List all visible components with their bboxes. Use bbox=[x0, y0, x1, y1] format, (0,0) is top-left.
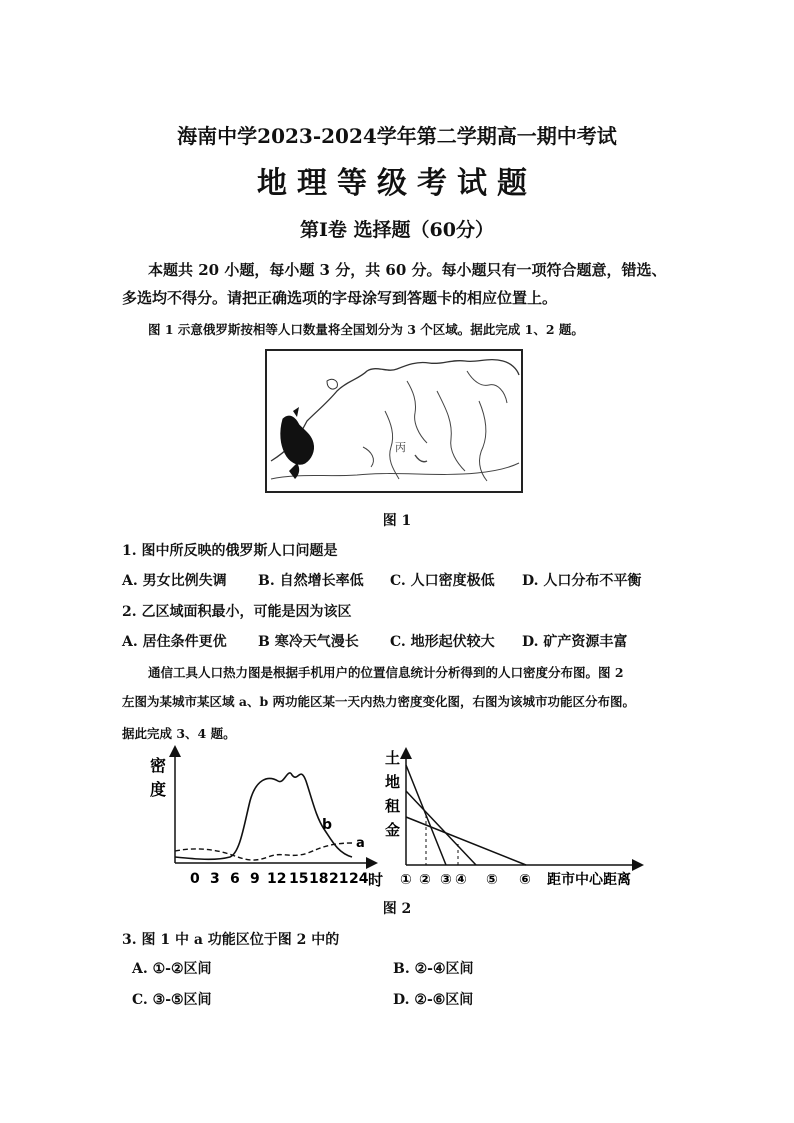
question-3-option-d[interactable]: D. ②-⑥区间 bbox=[393, 992, 474, 1008]
density-xlabel: 时 bbox=[368, 871, 384, 889]
fig1-intro: 图 1 示意俄罗斯按相等人口数量将全国划分为 3 个区域。据此完成 1、2 题。 bbox=[148, 322, 584, 337]
question-3-option-c[interactable]: C. ③-⑤区间 bbox=[132, 992, 212, 1008]
rent-tick-4: ④ bbox=[455, 872, 467, 888]
rent-x-ticks bbox=[400, 872, 531, 888]
rent-ylabel-1: 土 bbox=[385, 749, 401, 767]
rent-ylabel-2: 地 bbox=[385, 773, 401, 791]
density-x-ticks bbox=[190, 871, 369, 887]
series-a-label: a bbox=[356, 836, 365, 851]
x-tick-12: 12 bbox=[267, 871, 287, 887]
fig2-intro-line-1: 通信工具人口热力图是根据手机用户的位置信息统计分析得到的人口密度分布图。图 2 bbox=[148, 665, 624, 680]
fig2-intro-line-3: 据此完成 3、4 题。 bbox=[122, 726, 236, 741]
x-tick-15: 15 bbox=[289, 871, 309, 887]
series-b-label: b bbox=[322, 817, 333, 833]
rent-ylabel-3: 租 bbox=[385, 797, 401, 815]
russia-region-map bbox=[265, 349, 523, 493]
series-a-curve bbox=[175, 843, 352, 860]
rent-tick-3: ③ bbox=[440, 872, 452, 888]
x-tick-21: 21 bbox=[329, 871, 349, 887]
question-2-option-c[interactable]: C. 地形起伏较大 bbox=[390, 634, 495, 650]
question-2-option-d[interactable]: D. 矿产资源丰富 bbox=[522, 634, 628, 650]
question-1-option-b[interactable]: B. 自然增长率低 bbox=[258, 573, 364, 589]
x-tick-0: 0 bbox=[190, 871, 200, 887]
question-2-option-a[interactable]: A. 居住条件更优 bbox=[122, 634, 227, 650]
rent-tick-2: ② bbox=[419, 872, 431, 888]
question-3-option-b[interactable]: B. ②-④区间 bbox=[393, 961, 474, 977]
map-region-label: 丙 bbox=[395, 441, 406, 454]
rent-xlabel: 距市中心距离 bbox=[547, 872, 631, 888]
x-tick-3: 3 bbox=[210, 871, 220, 887]
rent-ylabel-4: 金 bbox=[385, 821, 401, 839]
density-ylabel-2: 度 bbox=[150, 780, 167, 799]
fig1-caption: 图 1 bbox=[382, 513, 412, 529]
density-ylabel-1: 密 bbox=[150, 756, 167, 775]
question-1-stem: 1. 图中所反映的俄罗斯人口问题是 bbox=[122, 543, 338, 559]
x-tick-9: 9 bbox=[250, 871, 260, 887]
land-rent-chart bbox=[380, 745, 665, 890]
rent-tick-1: ① bbox=[400, 872, 412, 888]
question-3-stem: 3. 图 1 中 a 功能区位于图 2 中的 bbox=[122, 932, 340, 948]
question-2-stem: 2. 乙区域面积最小，可能是因为该区 bbox=[122, 604, 352, 620]
rent-line-industrial bbox=[406, 817, 526, 865]
fig2-caption: 图 2 bbox=[382, 901, 412, 917]
fig2-intro-line-2: 左图为某城市某区域 a、b 两功能区某一天内热力密度变化图，右图为该城市功能区分布图。 bbox=[122, 694, 636, 709]
exam-subject-title: 地理等级考试题 bbox=[257, 166, 537, 201]
question-2-option-b[interactable]: B 寒冷天气漫长 bbox=[258, 634, 359, 650]
instructions-line-2: 多选均不得分。请把正确选项的字母涂写到答题卡的相应位置上。 bbox=[122, 289, 558, 307]
x-tick-18: 18 bbox=[309, 871, 329, 887]
rent-tick-6: ⑥ bbox=[519, 872, 531, 888]
question-1-option-c[interactable]: C. 人口密度极低 bbox=[390, 573, 495, 589]
question-1-option-a[interactable]: A. 男女比例失调 bbox=[122, 573, 227, 589]
instructions-line-1: 本题共 20 小题，每小题 3 分，共 60 分。每小题只有一项符合题意，错选、 bbox=[148, 261, 667, 279]
exam-school-title: 海南中学2023-2024学年第二学期高一期中考试 bbox=[177, 124, 617, 148]
x-tick-24: 24 bbox=[349, 871, 369, 887]
x-tick-6: 6 bbox=[230, 871, 240, 887]
rent-tick-5: ⑤ bbox=[486, 872, 498, 888]
question-1-option-d[interactable]: D. 人口分布不平衡 bbox=[522, 573, 642, 589]
question-3-option-a[interactable]: A. ①-②区间 bbox=[132, 961, 212, 977]
russia-map-drawing bbox=[267, 351, 521, 491]
section-title: 第Ⅰ卷 选择题（60分） bbox=[300, 219, 494, 241]
density-time-chart bbox=[140, 745, 390, 890]
